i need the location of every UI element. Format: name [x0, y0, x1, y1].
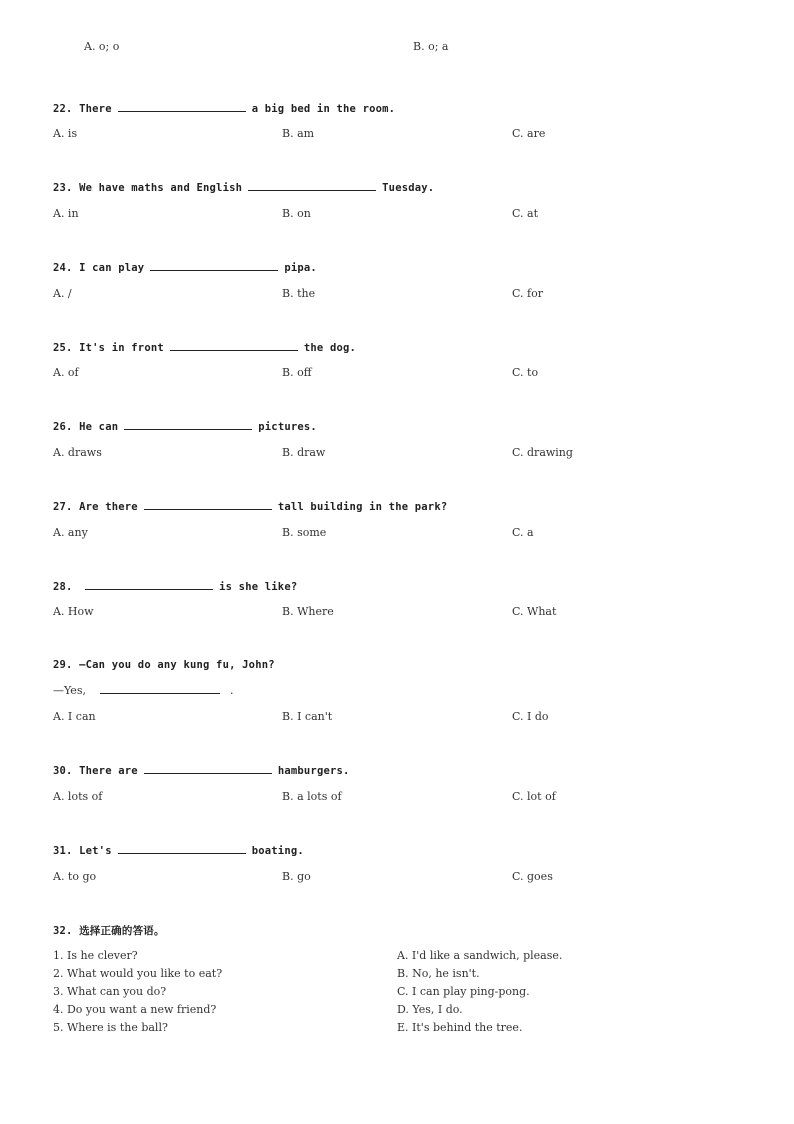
- answer-blank: [124, 420, 252, 430]
- q29-answer-line: [53, 684, 233, 697]
- question-22: [53, 102, 395, 115]
- match-question-1: 1. Is he clever?: [53, 949, 138, 962]
- question-text-after: Tuesday.: [382, 182, 435, 194]
- question-text-after: a big bed in the room.: [251, 103, 396, 115]
- question-number: 22.: [53, 103, 73, 115]
- question-28: [53, 580, 297, 593]
- match-question-2: 2. What would you like to eat?: [53, 967, 223, 980]
- question-dialogue-line: —Can you do any kung fu, John?: [79, 659, 275, 671]
- answer-blank: [85, 580, 213, 590]
- question-text-after: hamburgers.: [277, 765, 350, 777]
- q26-option-c: C. drawing: [512, 446, 573, 459]
- q25-option-c: C. to: [512, 366, 539, 379]
- question-text-before: He can: [79, 421, 119, 433]
- question-24: [53, 261, 317, 274]
- q28-option-b: B. Where: [282, 605, 334, 618]
- match-question-5: 5. Where is the ball?: [53, 1021, 168, 1034]
- question-text-before: There: [79, 103, 112, 115]
- question-number: 23.: [53, 182, 73, 194]
- question-text-before: Are there: [79, 501, 138, 513]
- q27-option-a: A. any: [53, 526, 88, 539]
- answer-blank: [118, 102, 246, 112]
- match-answer-e: E. It's behind the tree.: [397, 1021, 523, 1034]
- q31-option-c: C. goes: [512, 870, 553, 883]
- answer-line-suffix: .: [229, 684, 234, 697]
- match-answer-d: D. Yes, I do.: [397, 1003, 463, 1016]
- question-25: [53, 341, 356, 354]
- q29-option-a: A. I can: [53, 710, 96, 723]
- answer-blank: [144, 764, 272, 774]
- q30-option-b: B. a lots of: [282, 790, 342, 803]
- q31-option-b: B. go: [282, 870, 311, 883]
- question-number: 31.: [53, 845, 73, 857]
- q28-option-c: C. What: [512, 605, 557, 618]
- match-answer-c: C. I can play ping-pong.: [397, 985, 530, 998]
- answer-blank: [144, 500, 272, 510]
- q24-option-b: B. the: [282, 287, 316, 300]
- question-29: [53, 659, 275, 671]
- q22-option-c: C. are: [512, 127, 546, 140]
- question-27: [53, 500, 447, 513]
- q26-option-b: B. draw: [282, 446, 326, 459]
- q21-option-b: B. o; a: [413, 40, 449, 53]
- question-text-after: the dog.: [303, 342, 357, 354]
- match-question-3: 3. What can you do?: [53, 985, 167, 998]
- q24-option-c: C. for: [512, 287, 543, 300]
- q27-option-c: C. a: [512, 526, 534, 539]
- question-number: 30.: [53, 765, 73, 777]
- q30-option-c: C. lot of: [512, 790, 556, 803]
- answer-blank: [100, 684, 220, 694]
- question-number: 28.: [53, 581, 73, 593]
- answer-line-prefix: —Yes,: [53, 684, 86, 697]
- question-text-after: pictures.: [258, 421, 317, 433]
- q23-option-c: C. at: [512, 207, 538, 220]
- q22-option-a: A. is: [53, 127, 78, 140]
- answer-blank: [118, 844, 246, 854]
- question-text-after: is she like?: [219, 581, 298, 593]
- answer-blank: [170, 341, 298, 351]
- match-question-4: 4. Do you want a new friend?: [53, 1003, 217, 1016]
- question-31: [53, 844, 304, 857]
- question-23: [53, 181, 434, 194]
- q28-option-a: A. How: [53, 605, 94, 618]
- question-number: 24.: [53, 262, 73, 274]
- answer-blank: [248, 181, 376, 191]
- q23-option-a: A. in: [53, 207, 79, 220]
- match-answer-b: B. No, he isn't.: [397, 967, 480, 980]
- question-text-before: I can play: [79, 262, 145, 274]
- q31-option-a: A. to go: [53, 870, 97, 883]
- q29-option-c: C. I do: [512, 710, 549, 723]
- answer-blank: [150, 261, 278, 271]
- question-number: 26.: [53, 421, 73, 433]
- question-32-title: 32. 选择正确的答语。: [53, 925, 165, 937]
- question-number: 25.: [53, 342, 73, 354]
- q26-option-a: A. draws: [53, 446, 102, 459]
- q29-option-b: B. I can't: [282, 710, 333, 723]
- question-text-before: Let's: [79, 845, 112, 857]
- question-26: [53, 420, 317, 433]
- question-text-before: We have maths and English: [79, 182, 243, 194]
- q22-option-b: B. am: [282, 127, 315, 140]
- q23-option-b: B. on: [282, 207, 311, 220]
- question-text-before: There are: [79, 765, 138, 777]
- question-text-after: tall building in the park?: [277, 501, 448, 513]
- question-30: [53, 764, 350, 777]
- question-number: 29.: [53, 659, 73, 671]
- question-text-after: pipa.: [284, 262, 317, 274]
- question-number: 27.: [53, 501, 73, 513]
- q24-option-a: A. /: [53, 287, 72, 300]
- q30-option-a: A. lots of: [53, 790, 103, 803]
- q25-option-b: B. off: [282, 366, 312, 379]
- question-text-after: boating.: [251, 845, 304, 857]
- q25-option-a: A. of: [53, 366, 79, 379]
- q27-option-b: B. some: [282, 526, 327, 539]
- question-text-before: It's in front: [79, 342, 164, 354]
- q21-option-a: A. o; o: [84, 40, 120, 53]
- match-answer-a: A. I'd like a sandwich, please.: [397, 949, 563, 962]
